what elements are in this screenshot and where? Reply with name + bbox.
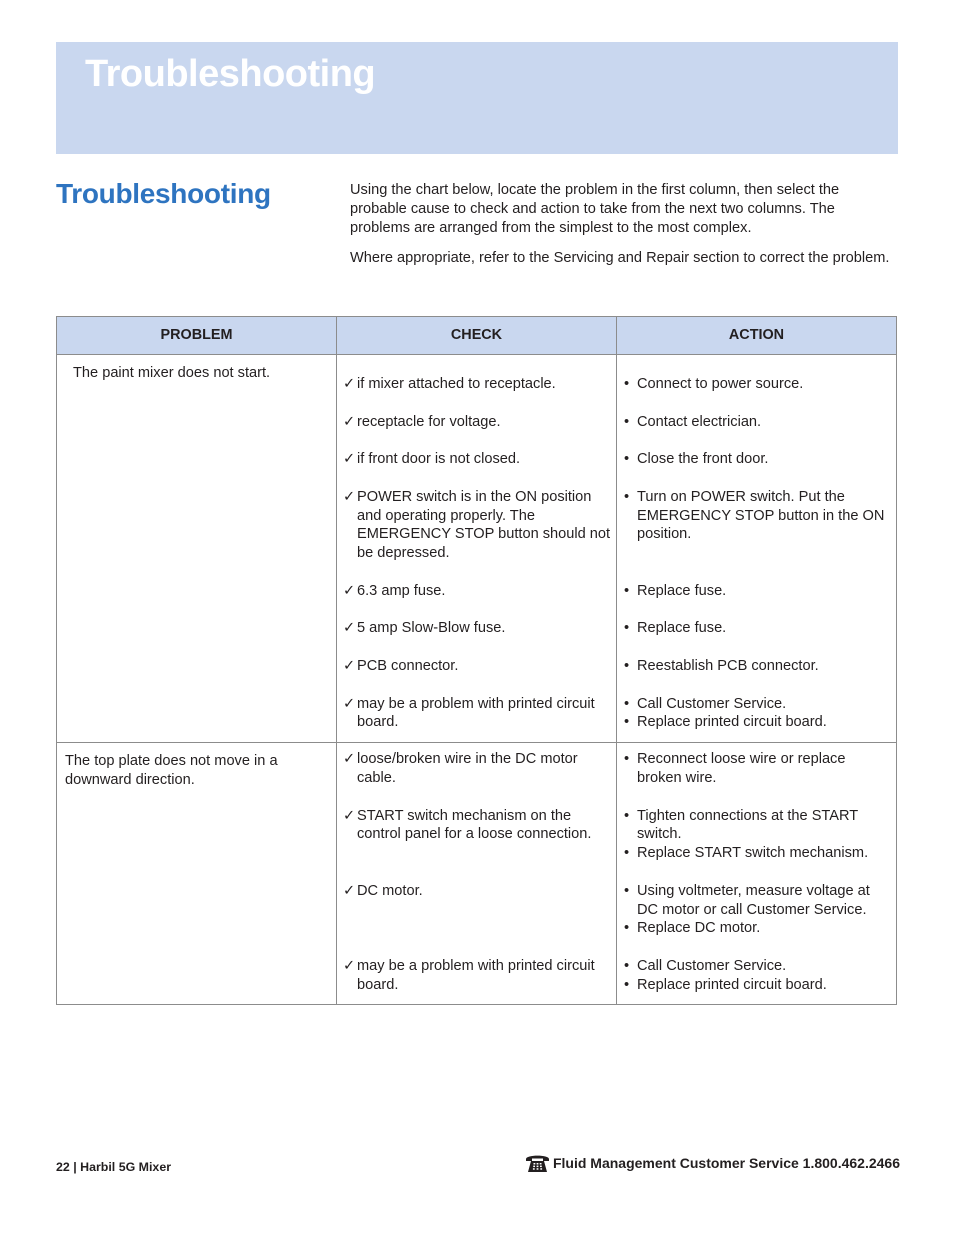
check-mark-icon: ✓ [343,657,356,674]
table-row [57,743,897,1005]
check-text: 5 amp Slow-Blow fuse. [357,620,506,637]
action-text: Replace fuse. [637,620,727,637]
bullet-icon: • [624,957,630,974]
action-text: Reestablish PCB connector. [637,657,819,674]
check-text: POWER switch is in the ON position and operating properly. The EMERGENCY STOP button should not be depressed. [357,488,611,562]
check-item [337,582,616,601]
header-action: ACTION [617,317,897,355]
customer-service-text: Fluid Management Customer Service 1.800.462.2466 [552,1155,900,1171]
check-mark-icon: ✓ [343,582,356,599]
check-item [337,375,616,394]
bullet-icon: • [624,845,630,862]
action-text: Using voltmeter, measure voltage at DC motor or call Customer Service. [637,882,870,918]
header-banner [56,42,898,154]
check-cell [337,355,617,743]
action-item [617,713,896,732]
check-mark-icon: ✓ [343,620,356,637]
action-item [617,844,896,863]
action-item [617,807,896,845]
section-title: Troubleshooting [56,178,271,209]
action-list [617,355,896,742]
header-problem: PROBLEM [57,317,337,355]
action-text: Replace fuse. [637,582,727,599]
bullet-icon: • [624,695,630,712]
action-text: Turn on POWER switch. Put the EMERGENCY STOP button in the ON position. [637,488,885,543]
action-item [617,695,896,714]
bullet-icon: • [624,582,630,599]
bullet-icon: • [624,751,630,768]
check-item [337,488,616,563]
action-item [617,582,896,601]
action-item [617,450,896,469]
action-text: Call Customer Service. [637,695,787,712]
check-mark-icon: ✓ [343,376,356,392]
action-text: Reconnect loose wire or replace broken wire. [637,751,846,786]
intro-paragraph-2: Where appropriate, refer to the Servicing and Repair section to correct the problem. [350,250,890,266]
action-item [617,882,896,920]
action-item [617,919,896,938]
check-text: START switch mechanism on the control panel for a loose connection. [357,807,592,843]
action-item [617,976,896,995]
check-text: DC motor. [357,882,423,899]
customer-service-footer [525,1153,900,1173]
troubleshooting-table [56,316,897,1005]
table-header-row [57,317,897,355]
check-text: if front door is not closed. [357,451,521,468]
check-mark-icon: ✓ [343,695,356,712]
banner-title: Troubleshooting [85,53,376,95]
page-footer-label: 22 | Harbil 5G Mixer [56,1160,172,1174]
bullet-icon: • [624,376,630,392]
action-cell [617,355,897,743]
check-mark-icon: ✓ [343,807,356,824]
action-item [617,413,896,432]
bullet-icon: • [624,657,630,674]
check-item [337,657,616,676]
problem-text: The paint mixer does not start. [73,365,271,381]
check-text: 6.3 amp fuse. [357,582,446,599]
telephone-icon [525,1153,550,1173]
check-mark-icon: ✓ [343,882,356,899]
check-item [337,957,616,995]
intro-paragraph-1: Using the chart below, locate the problem in the first column, then select the probable cause to check and action to take from the next two columns. The problems are arranged from the simplest to the most complex. [350,182,840,236]
intro-text [350,181,890,279]
check-mark-icon: ✓ [343,957,356,974]
action-text: Call Customer Service. [637,957,787,974]
action-text: Tighten connections at the START switch. [637,807,858,843]
action-text: Contact electrician. [637,413,762,430]
problem-cell [57,355,337,743]
bullet-icon: • [624,920,630,937]
bullet-icon: • [624,714,630,731]
check-mark-icon: ✓ [343,451,356,468]
problem-text: The top plate does not move in a downward direction. [65,753,278,788]
action-text: Replace START switch mechanism. [637,845,869,862]
action-list [617,743,896,1003]
check-item [337,695,616,733]
action-text: Replace printed circuit board. [637,976,827,993]
check-cell [337,743,617,1005]
bullet-icon: • [624,882,630,899]
action-item [617,375,896,394]
action-cell [617,743,897,1005]
check-list [337,743,616,1003]
check-list [337,355,616,742]
action-item [617,619,896,638]
bullet-icon: • [624,451,630,468]
check-text: may be a problem with printed circuit board. [357,695,595,731]
check-text: PCB connector. [357,657,459,674]
check-mark-icon: ✓ [343,413,356,430]
check-item [337,807,616,845]
problem-cell [57,743,337,1005]
bullet-icon: • [624,976,630,993]
check-mark-icon: ✓ [343,488,356,505]
action-item [617,750,896,788]
check-item [337,619,616,638]
action-text: Replace DC motor. [637,920,761,937]
check-text: loose/broken wire in the DC motor cable. [357,751,578,786]
action-item [617,957,896,976]
check-text: may be a problem with printed circuit board. [357,957,595,993]
action-item [617,488,896,544]
table-row [57,355,897,743]
action-text: Connect to power source. [637,376,804,392]
header-check: CHECK [337,317,617,355]
bullet-icon: • [624,488,630,505]
check-text: if mixer attached to receptacle. [357,376,556,392]
bullet-icon: • [624,620,630,637]
action-text: Replace printed circuit board. [637,714,827,731]
check-item [337,750,616,788]
action-text: Close the front door. [637,451,769,468]
check-mark-icon: ✓ [343,751,356,768]
check-item [337,413,616,432]
bullet-icon: • [624,807,630,824]
check-text: receptacle for voltage. [357,413,501,430]
check-item [337,450,616,469]
check-item [337,882,616,901]
bullet-icon: • [624,413,630,430]
action-item [617,657,896,676]
